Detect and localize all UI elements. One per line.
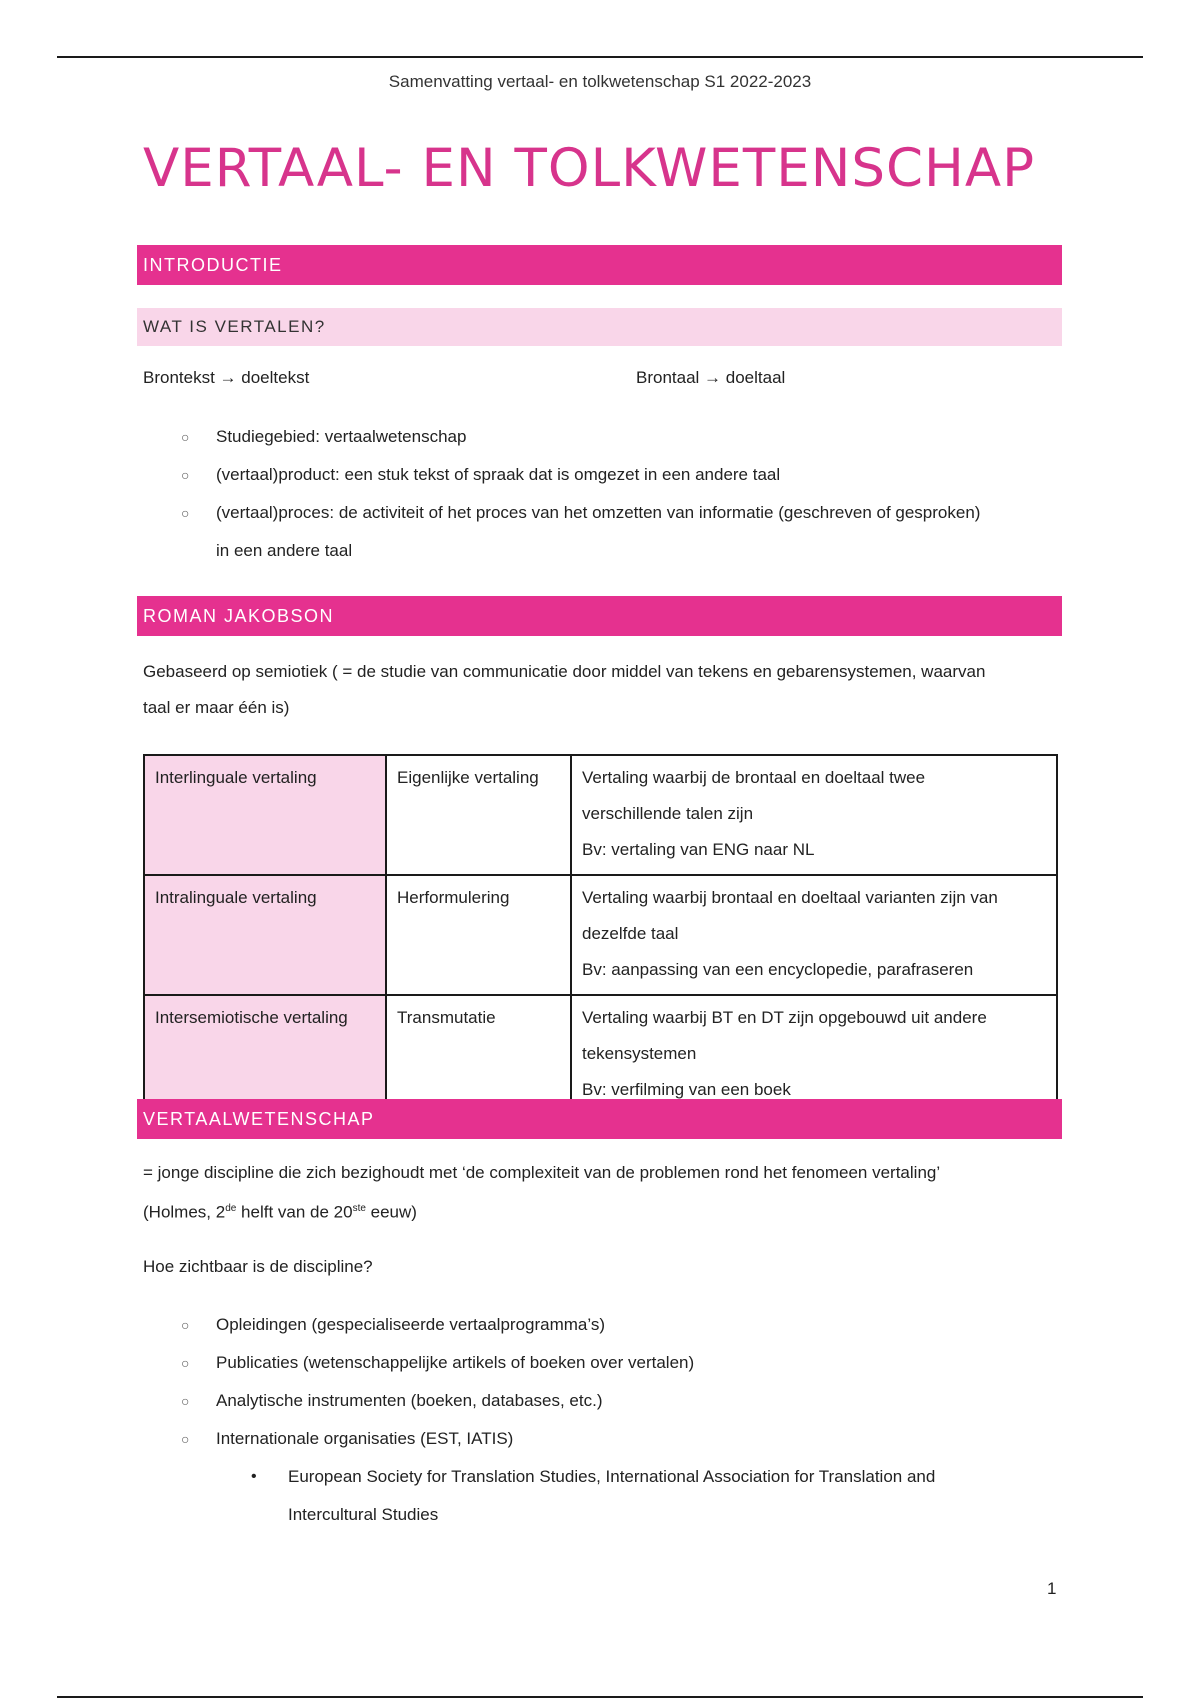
list-item: ○ Opleidingen (gespecialiseerde vertaalprogramma’s) [143,1306,1063,1344]
text-brontekst-doeltekst: Brontekst → doeltekst [143,368,310,387]
table-cell-type: Intersemiotische vertaling [144,995,386,1115]
page-number: 1 [1047,1579,1057,1598]
sub-list-item-continuation: Intercultural Studies [288,1505,439,1524]
table-row [144,875,1057,995]
definition-line-2: (Holmes, 2de helft van de 20ste eeuw) [143,1202,417,1222]
subheading-wat-is-vertalen: WAT IS VERTALEN? [137,308,1062,346]
table-cell-description: Vertaling waarbij BT en DT zijn opgebouwd uit andere tekensystemen Bv: verfilming van een boek [571,995,1057,1115]
list-item-continuation: in een andere taal [216,541,353,560]
filled-bullet-icon: • [251,1468,257,1485]
table-row [144,755,1057,875]
heading-vertaalwetenschap: VERTAALWETENSCHAP [137,1099,1062,1139]
list-item: ○ Analytische instrumenten (boeken, databases, etc.) [143,1382,1063,1420]
table-row [144,995,1057,1115]
sub-list-item: • European Society for Translation Studies, International Association for Translation and [143,1458,1063,1496]
heading-introductie: INTRODUCTIE [137,245,1062,285]
table-cell-type: Interlinguale vertaling [144,755,386,875]
intro-bullet-list [143,418,1063,570]
running-header: Samenvatting vertaal- en tolkwetenschap S1 2022-2023 [388,72,812,91]
hollow-bullet-icon: ○ [181,1355,190,1371]
hollow-bullet-icon: ○ [181,467,190,483]
text-brontaal-doeltaal: Brontaal → doeltaal [636,368,786,387]
visibility-bullet-list [143,1306,1063,1534]
list-item: ○ Publicaties (wetenschappelijke artikels of boeken over vertalen) [143,1344,1063,1382]
table-cell-name: Herformulering [386,875,571,995]
list-item: ○ (vertaal)proces: de activiteit of het proces van het omzetten van informatie (geschreven of gesproken) [143,494,1063,532]
jakobson-table [143,754,1058,1116]
document-title: VERTAAL- EN TOLKWETENSCHAP [143,138,1036,199]
footer-rule [57,1696,1143,1698]
list-item: ○ Internationale organisaties (EST, IATIS) [143,1420,1063,1458]
table-cell-description: Vertaling waarbij de brontaal en doeltaal twee verschillende talen zijn Bv: vertaling van ENG naar NL [571,755,1057,875]
heading-roman-jakobson: ROMAN JAKOBSON [137,596,1062,636]
hollow-bullet-icon: ○ [181,1431,190,1447]
list-item: ○ Studiegebied: vertaalwetenschap [143,418,1063,456]
hollow-bullet-icon: ○ [181,429,190,445]
jakobson-intro-line-2: taal er maar één is) [143,698,290,717]
table-cell-name: Eigenlijke vertaling [386,755,571,875]
definition-line-1: = jonge discipline die zich bezighoudt met ‘de complexiteit van de problemen rond het fenomeen vertaling’ [143,1163,941,1182]
table-cell-name: Transmutatie [386,995,571,1115]
table-cell-type: Intralinguale vertaling [144,875,386,995]
hollow-bullet-icon: ○ [181,505,190,521]
table-cell-description: Vertaling waarbij brontaal en doeltaal varianten zijn van dezelfde taal Bv: aanpassing van een encyclopedie, parafraseren [571,875,1057,995]
list-item: ○ (vertaal)product: een stuk tekst of spraak dat is omgezet in een andere taal [143,456,1063,494]
hollow-bullet-icon: ○ [181,1317,190,1333]
header-rule [57,56,1143,58]
hollow-bullet-icon: ○ [181,1393,190,1409]
visibility-question: Hoe zichtbaar is de discipline? [143,1257,373,1276]
jakobson-intro-line-1: Gebaseerd op semiotiek ( = de studie van communicatie door middel van tekens en gebarensystemen, waarvan [143,662,986,681]
